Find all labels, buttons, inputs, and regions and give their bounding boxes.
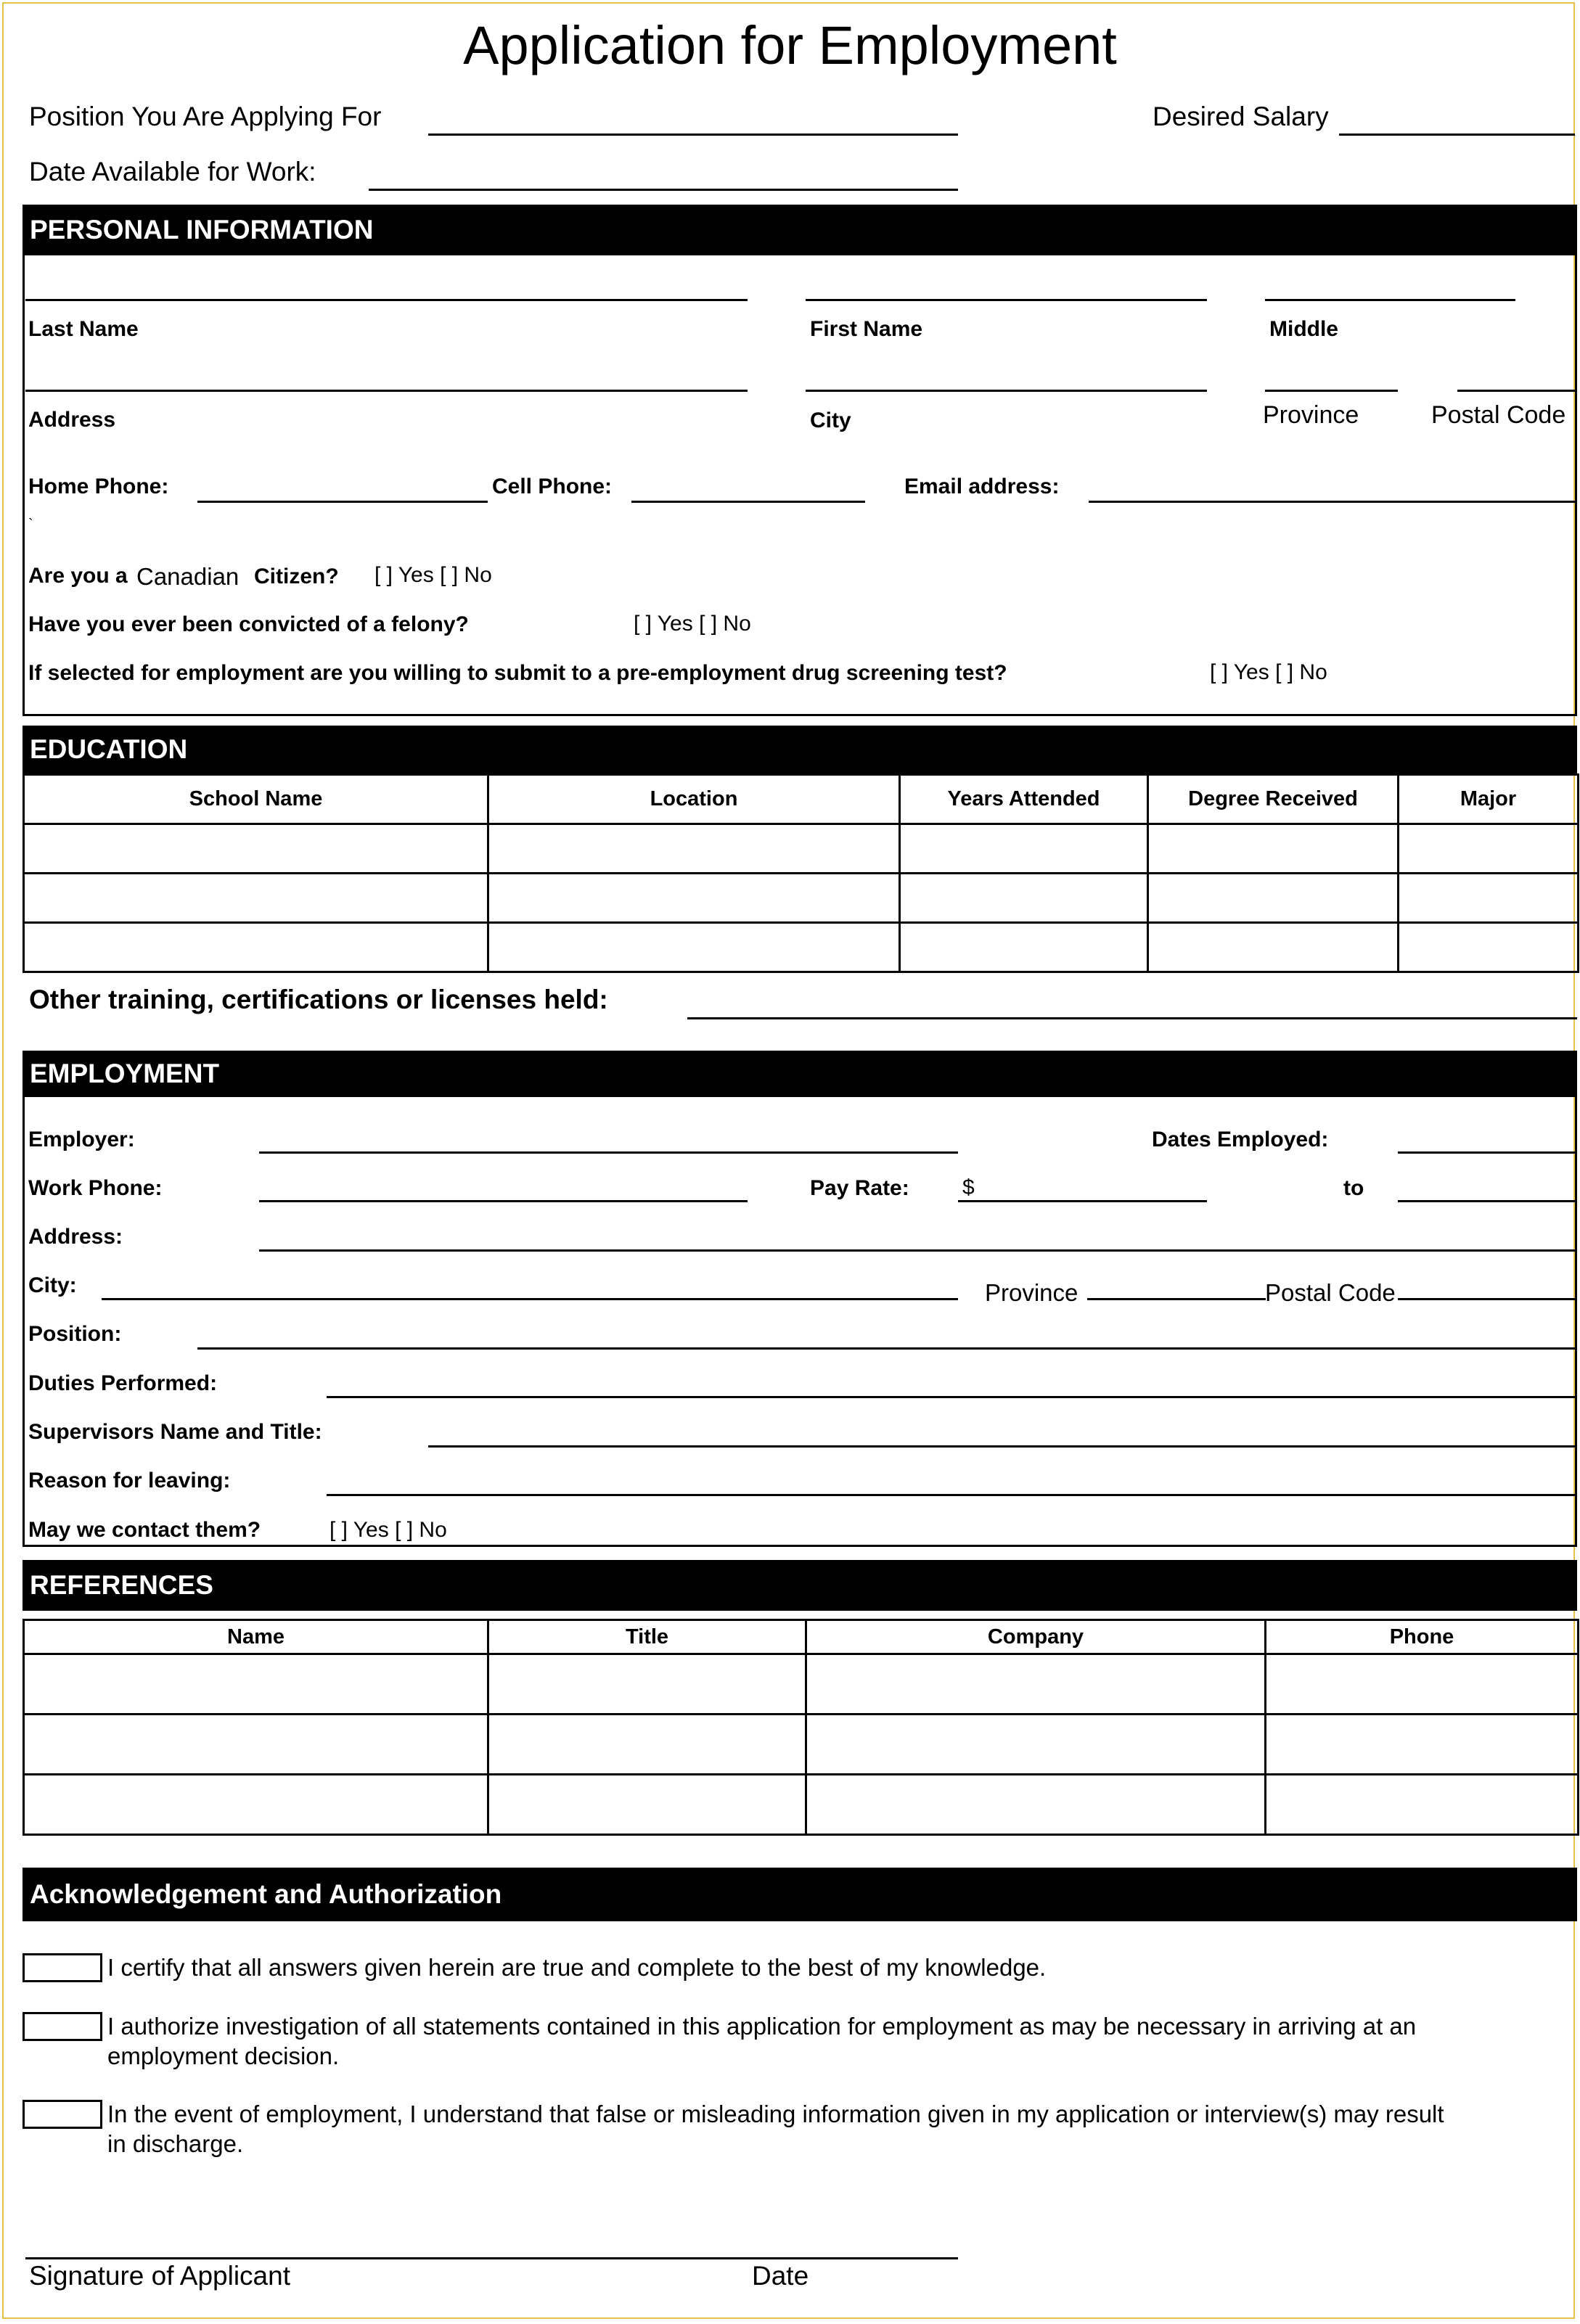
email-field[interactable] <box>1089 501 1575 503</box>
discharge-checkbox[interactable] <box>22 2100 102 2129</box>
acknowledgement-heading: Acknowledgement and Authorization <box>22 1868 1577 1921</box>
table-row <box>24 1715 1579 1775</box>
home-phone-label: Home Phone: <box>28 475 169 498</box>
table-cell[interactable] <box>1148 824 1399 874</box>
table-cell[interactable] <box>488 923 900 972</box>
middle-label: Middle <box>1269 317 1338 341</box>
felony-question: Have you ever been convicted of a felony? <box>28 612 469 636</box>
date-available-label: Date Available for Work: <box>29 157 316 186</box>
citizen-yes-no[interactable]: [ ] Yes [ ] No <box>374 563 492 587</box>
address-field[interactable] <box>25 390 748 392</box>
cell-phone-field[interactable] <box>631 501 865 503</box>
employer-address-field[interactable] <box>259 1249 1575 1252</box>
personal-info-heading: PERSONAL INFORMATION <box>22 205 1577 255</box>
drug-screen-question: If selected for employment are you willing to submit to a pre-employment drug screening test? <box>28 661 1007 685</box>
postal-code-label: Postal Code <box>1431 401 1566 429</box>
references-col-phone: Phone <box>1266 1620 1579 1654</box>
job-position-label: Position: <box>28 1322 122 1346</box>
other-training-field[interactable] <box>687 1017 1577 1019</box>
table-cell[interactable] <box>24 923 488 972</box>
reason-leaving-field[interactable] <box>327 1494 1575 1496</box>
city-label: City <box>810 408 851 432</box>
education-col-location: Location <box>488 775 900 824</box>
last-name-label: Last Name <box>28 317 139 341</box>
dates-employed-to-field[interactable] <box>1398 1200 1575 1202</box>
table-cell[interactable] <box>1399 923 1579 972</box>
employer-province-field[interactable] <box>1087 1298 1266 1300</box>
dates-to-label: to <box>1343 1176 1364 1200</box>
references-col-name: Name <box>24 1620 488 1654</box>
address-label: Address <box>28 408 116 432</box>
table-cell[interactable] <box>488 824 900 874</box>
table-row <box>24 923 1579 972</box>
table-cell[interactable] <box>1266 1715 1579 1775</box>
certify-statement: I certify that all answers given herein are true and complete to the best of my knowledge. <box>107 1954 1047 1981</box>
citizen-question-a: Are you a <box>28 564 128 588</box>
employment-heading: EMPLOYMENT <box>22 1051 1577 1097</box>
employment-section <box>22 1097 1577 1547</box>
first-name-label: First Name <box>810 317 923 341</box>
table-cell[interactable] <box>24 1654 488 1715</box>
signature-label: Signature of Applicant <box>29 2261 290 2291</box>
signature-date-label: Date <box>752 2261 809 2291</box>
authorize-checkbox[interactable] <box>22 2012 102 2041</box>
salary-label: Desired Salary <box>1153 102 1329 131</box>
table-row <box>24 1654 1579 1715</box>
postal-code-field[interactable] <box>1457 390 1575 392</box>
stray-mark: ` <box>28 517 33 533</box>
table-cell[interactable] <box>1266 1654 1579 1715</box>
reason-leaving-label: Reason for leaving: <box>28 1469 231 1492</box>
table-cell[interactable] <box>806 1715 1266 1775</box>
education-col-years: Years Attended <box>900 775 1148 824</box>
education-table <box>22 773 1579 973</box>
table-row <box>24 1775 1579 1835</box>
education-col-degree: Degree Received <box>1148 775 1399 824</box>
drug-screen-yes-no[interactable]: [ ] Yes [ ] No <box>1210 660 1327 684</box>
signature-line[interactable] <box>25 2257 958 2259</box>
last-name-field[interactable] <box>25 299 748 301</box>
page-title: Application for Employment <box>463 15 1117 75</box>
table-cell[interactable] <box>24 824 488 874</box>
references-col-title: Title <box>488 1620 806 1654</box>
table-cell[interactable] <box>24 874 488 923</box>
education-col-school: School Name <box>24 775 488 824</box>
citizen-question-c: Citizen? <box>254 564 339 588</box>
education-heading: EDUCATION <box>22 726 1577 773</box>
first-name-field[interactable] <box>806 299 1207 301</box>
salary-field[interactable] <box>1339 134 1575 136</box>
table-cell[interactable] <box>488 874 900 923</box>
work-phone-label: Work Phone: <box>28 1176 163 1200</box>
contact-label: May we contact them? <box>28 1518 261 1542</box>
employer-province-label: Province <box>985 1279 1078 1306</box>
home-phone-field[interactable] <box>197 501 488 503</box>
middle-field[interactable] <box>1265 299 1515 301</box>
table-cell[interactable] <box>900 824 1148 874</box>
city-field[interactable] <box>806 390 1207 392</box>
discharge-statement: In the event of employment, I understand that false or misleading information given in my application or interview(s) may result in discharge. <box>107 2101 1444 2157</box>
references-table <box>22 1619 1579 1836</box>
employer-postal-field[interactable] <box>1398 1298 1575 1300</box>
table-row <box>24 824 1579 874</box>
certify-checkbox[interactable] <box>22 1953 102 1982</box>
table-cell[interactable] <box>1399 824 1579 874</box>
table-cell[interactable] <box>806 1775 1266 1835</box>
employer-field[interactable] <box>259 1151 958 1154</box>
table-cell[interactable] <box>488 1715 806 1775</box>
dollar-sign: $ <box>962 1175 975 1199</box>
table-cell[interactable] <box>1266 1775 1579 1835</box>
work-phone-field[interactable] <box>259 1200 748 1202</box>
employer-city-field[interactable] <box>102 1298 958 1300</box>
duties-field[interactable] <box>327 1396 1575 1398</box>
employer-label: Employer: <box>28 1128 135 1151</box>
references-heading: REFERENCES <box>22 1560 1577 1611</box>
employer-city-label: City: <box>28 1273 77 1297</box>
table-cell[interactable] <box>1148 923 1399 972</box>
table-cell[interactable] <box>1399 874 1579 923</box>
table-cell[interactable] <box>806 1654 1266 1715</box>
duties-label: Duties Performed: <box>28 1371 218 1395</box>
email-label: Email address: <box>904 475 1060 498</box>
contact-yes-no[interactable]: [ ] Yes [ ] No <box>329 1518 447 1542</box>
pay-rate-field[interactable] <box>958 1200 1207 1202</box>
references-col-company: Company <box>806 1620 1266 1654</box>
felony-yes-no[interactable]: [ ] Yes [ ] No <box>634 612 751 636</box>
table-cell[interactable] <box>488 1654 806 1715</box>
employer-postal-label: Postal Code <box>1265 1279 1396 1306</box>
table-cell[interactable] <box>900 923 1148 972</box>
personal-info-section <box>22 255 1577 716</box>
other-training-label: Other training, certifications or licenses held: <box>29 985 608 1014</box>
table-cell[interactable] <box>24 1715 488 1775</box>
table-cell[interactable] <box>1148 874 1399 923</box>
dates-employed-from-field[interactable] <box>1398 1151 1575 1154</box>
province-label: Province <box>1263 401 1359 429</box>
authorize-statement: I authorize investigation of all statements contained in this application for employment as may be necessary in arriving at an employment decision. <box>107 2013 1417 2069</box>
supervisor-label: Supervisors Name and Title: <box>28 1420 322 1444</box>
table-cell[interactable] <box>24 1775 488 1835</box>
education-col-major: Major <box>1399 775 1579 824</box>
table-row <box>24 874 1579 923</box>
job-position-field[interactable] <box>197 1347 1575 1350</box>
table-cell[interactable] <box>900 874 1148 923</box>
citizen-question-b: Canadian <box>136 563 240 590</box>
province-field[interactable] <box>1265 390 1398 392</box>
date-available-field[interactable] <box>369 189 958 191</box>
pay-rate-label: Pay Rate: <box>810 1176 909 1200</box>
employer-address-label: Address: <box>28 1225 123 1249</box>
position-field[interactable] <box>428 134 958 136</box>
dates-employed-label: Dates Employed: <box>1152 1128 1329 1151</box>
position-label: Position You Are Applying For <box>29 102 382 131</box>
cell-phone-label: Cell Phone: <box>492 475 613 498</box>
supervisor-field[interactable] <box>428 1445 1575 1448</box>
table-cell[interactable] <box>488 1775 806 1835</box>
